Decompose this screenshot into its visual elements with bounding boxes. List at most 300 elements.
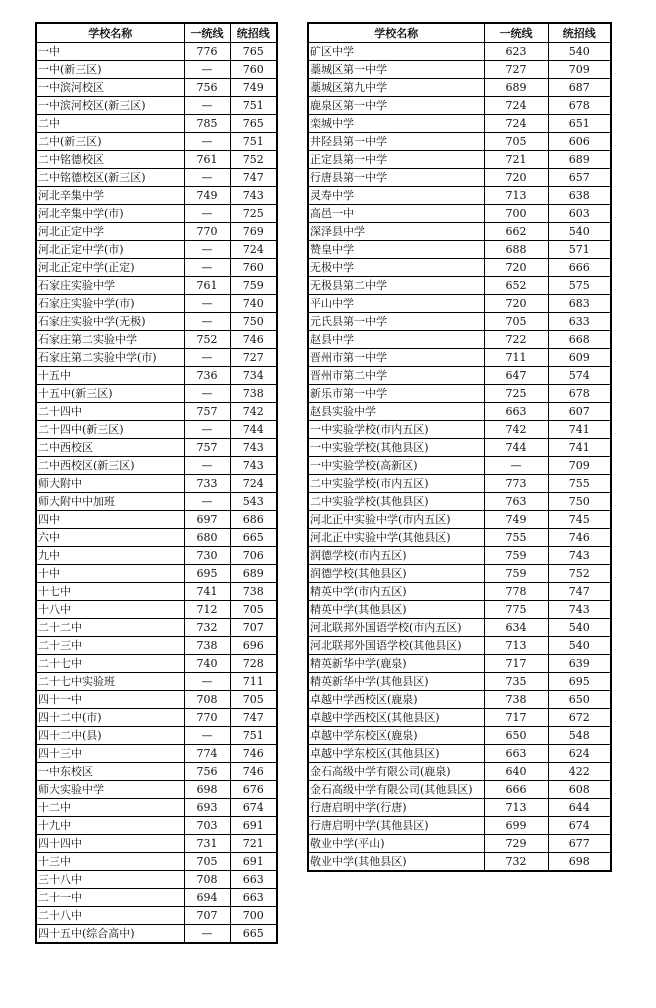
- table-row: [36, 565, 277, 583]
- school-name-cell: 四十三中: [36, 745, 184, 763]
- enrollment-line-cell: 700: [230, 907, 277, 925]
- table-row: [36, 511, 277, 529]
- unified-line-cell: 756: [184, 763, 230, 781]
- enrollment-line-cell: 769: [230, 223, 277, 241]
- table-header-row: [36, 23, 277, 43]
- school-name-cell: 二十七中: [36, 655, 184, 673]
- table-row: [308, 673, 611, 691]
- unified-line-cell: 705: [484, 133, 548, 151]
- unified-line-cell: —: [184, 385, 230, 403]
- enrollment-line-cell: 691: [230, 817, 277, 835]
- unified-line-cell: —: [184, 313, 230, 331]
- enrollment-line-cell: 747: [230, 169, 277, 187]
- unified-line-cell: 774: [184, 745, 230, 763]
- table-row: [36, 61, 277, 79]
- enrollment-line-cell: 696: [230, 637, 277, 655]
- enrollment-line-cell: 743: [230, 187, 277, 205]
- enrollment-line-cell: 540: [548, 637, 611, 655]
- unified-line-cell: 740: [184, 655, 230, 673]
- table-row: [36, 601, 277, 619]
- unified-line-cell: 778: [484, 583, 548, 601]
- table-row: [36, 781, 277, 799]
- unified-line-cell: 712: [184, 601, 230, 619]
- unified-line-cell: —: [184, 727, 230, 745]
- enrollment-line-cell: 691: [230, 853, 277, 871]
- school-name-cell: 栾城中学: [308, 115, 484, 133]
- enrollment-line-cell: 721: [230, 835, 277, 853]
- table-row: [36, 385, 277, 403]
- school-name-cell: 一中实验学校(市内五区): [308, 421, 484, 439]
- unified-line-cell: 720: [484, 259, 548, 277]
- unified-line-cell: 749: [484, 511, 548, 529]
- enrollment-line-cell: 746: [230, 331, 277, 349]
- enrollment-line-cell: 738: [230, 583, 277, 601]
- table-row: [308, 637, 611, 655]
- unified-line-cell: 730: [184, 547, 230, 565]
- unified-line-cell: 662: [484, 223, 548, 241]
- table-row: [308, 295, 611, 313]
- school-name-cell: 一中实验学校(其他县区): [308, 439, 484, 457]
- school-name-cell: 石家庄第二实验中学(市): [36, 349, 184, 367]
- table-row: [308, 817, 611, 835]
- unified-line-cell: 738: [484, 691, 548, 709]
- unified-line-cell: —: [184, 205, 230, 223]
- school-name-cell: 无极县第二中学: [308, 277, 484, 295]
- table-row: [308, 511, 611, 529]
- table-row: [308, 349, 611, 367]
- enrollment-line-cell: 705: [230, 691, 277, 709]
- school-name-cell: 十二中: [36, 799, 184, 817]
- unified-line-cell: 699: [484, 817, 548, 835]
- table-row: [308, 583, 611, 601]
- table-row: [308, 97, 611, 115]
- unified-line-cell: —: [184, 457, 230, 475]
- school-name-cell: 石家庄实验中学: [36, 277, 184, 295]
- unified-line-cell: 634: [484, 619, 548, 637]
- table-row: [36, 799, 277, 817]
- unified-line-cell: —: [184, 925, 230, 944]
- unified-line-cell: 689: [484, 79, 548, 97]
- school-name-cell: 卓越中学西校区(鹿泉): [308, 691, 484, 709]
- enrollment-line-cell: 709: [548, 61, 611, 79]
- unified-line-cell: 717: [484, 709, 548, 727]
- enrollment-line-cell: 743: [548, 601, 611, 619]
- unified-line-cell: 724: [484, 115, 548, 133]
- school-name-cell: 灵寿中学: [308, 187, 484, 205]
- table-row: [36, 493, 277, 511]
- table-row: [308, 79, 611, 97]
- school-name-cell: 二中实验学校(市内五区): [308, 475, 484, 493]
- header-school-name: 学校名称: [308, 23, 484, 43]
- enrollment-line-cell: 606: [548, 133, 611, 151]
- enrollment-line-cell: 540: [548, 43, 611, 61]
- school-name-cell: 十七中: [36, 583, 184, 601]
- table-row: [308, 367, 611, 385]
- unified-line-cell: 650: [484, 727, 548, 745]
- unified-line-cell: 741: [184, 583, 230, 601]
- unified-line-cell: 759: [484, 565, 548, 583]
- school-name-cell: 精英新华中学(其他县区): [308, 673, 484, 691]
- table-row: [36, 817, 277, 835]
- school-name-cell: 卓越中学东校区(其他县区): [308, 745, 484, 763]
- enrollment-line-cell: 683: [548, 295, 611, 313]
- enrollment-line-cell: 746: [548, 529, 611, 547]
- unified-line-cell: 731: [184, 835, 230, 853]
- unified-line-cell: 759: [484, 547, 548, 565]
- unified-line-cell: 713: [484, 637, 548, 655]
- school-name-cell: 石家庄第二实验中学: [36, 331, 184, 349]
- school-name-cell: 十五中: [36, 367, 184, 385]
- enrollment-line-cell: 663: [230, 871, 277, 889]
- enrollment-line-cell: 678: [548, 97, 611, 115]
- school-name-cell: 金石高级中学有限公司(鹿泉): [308, 763, 484, 781]
- table-row: [308, 205, 611, 223]
- enrollment-line-cell: 548: [548, 727, 611, 745]
- enrollment-line-cell: 571: [548, 241, 611, 259]
- school-name-cell: 一中实验学校(高新区): [308, 457, 484, 475]
- table-row: [36, 241, 277, 259]
- unified-line-cell: —: [184, 259, 230, 277]
- school-name-cell: 二十八中: [36, 907, 184, 925]
- unified-line-cell: 756: [184, 79, 230, 97]
- table-row: [308, 547, 611, 565]
- enrollment-line-cell: 709: [548, 457, 611, 475]
- enrollment-line-cell: 745: [548, 511, 611, 529]
- table-row: [36, 367, 277, 385]
- enrollment-line-cell: 650: [548, 691, 611, 709]
- unified-line-cell: 724: [484, 97, 548, 115]
- unified-line-cell: 761: [184, 277, 230, 295]
- enrollment-line-cell: 689: [230, 565, 277, 583]
- unified-line-cell: 711: [484, 349, 548, 367]
- enrollment-line-cell: 751: [230, 727, 277, 745]
- school-name-cell: 深泽县中学: [308, 223, 484, 241]
- header-enrollment-line: 统招线: [230, 23, 277, 43]
- table-row: [308, 835, 611, 853]
- school-name-cell: 精英新华中学(鹿泉): [308, 655, 484, 673]
- table-row: [308, 223, 611, 241]
- table-row: [36, 925, 277, 944]
- table-row: [36, 637, 277, 655]
- unified-line-cell: —: [184, 61, 230, 79]
- header-unified-line: 一统线: [484, 23, 548, 43]
- enrollment-line-cell: 687: [548, 79, 611, 97]
- enrollment-line-cell: 741: [548, 439, 611, 457]
- school-name-cell: 师大实验中学: [36, 781, 184, 799]
- unified-line-cell: 744: [484, 439, 548, 457]
- unified-line-cell: 663: [484, 403, 548, 421]
- school-name-cell: 六中: [36, 529, 184, 547]
- table-row: [308, 187, 611, 205]
- table-row: [36, 457, 277, 475]
- score-table-right: [307, 22, 612, 872]
- table-row: [308, 565, 611, 583]
- school-name-cell: 晋州市第二中学: [308, 367, 484, 385]
- school-name-cell: 二十四中(新三区): [36, 421, 184, 439]
- table-row: [308, 151, 611, 169]
- enrollment-line-cell: 422: [548, 763, 611, 781]
- table-row: [308, 277, 611, 295]
- header-enrollment-line: 统招线: [548, 23, 611, 43]
- enrollment-line-cell: 609: [548, 349, 611, 367]
- enrollment-line-cell: 751: [230, 133, 277, 151]
- enrollment-line-cell: 741: [548, 421, 611, 439]
- unified-line-cell: 717: [484, 655, 548, 673]
- school-name-cell: 二中西校区: [36, 439, 184, 457]
- table-row: [36, 907, 277, 925]
- table-row: [36, 313, 277, 331]
- school-name-cell: 河北正定中学: [36, 223, 184, 241]
- enrollment-line-cell: 676: [230, 781, 277, 799]
- table-row: [36, 223, 277, 241]
- unified-line-cell: 775: [484, 601, 548, 619]
- school-name-cell: 赵县实验中学: [308, 403, 484, 421]
- unified-line-cell: 666: [484, 781, 548, 799]
- score-table-left: [35, 22, 278, 944]
- enrollment-line-cell: 725: [230, 205, 277, 223]
- unified-line-cell: 752: [184, 331, 230, 349]
- enrollment-line-cell: 668: [548, 331, 611, 349]
- unified-line-cell: 736: [184, 367, 230, 385]
- table-row: [308, 745, 611, 763]
- table-row: [308, 475, 611, 493]
- school-name-cell: 金石高级中学有限公司(其他县区): [308, 781, 484, 799]
- school-name-cell: 二中铭德校区(新三区): [36, 169, 184, 187]
- table-row: [36, 691, 277, 709]
- enrollment-line-cell: 738: [230, 385, 277, 403]
- school-name-cell: 藁城区第九中学: [308, 79, 484, 97]
- school-name-cell: 藁城区第一中学: [308, 61, 484, 79]
- table-row: [308, 529, 611, 547]
- school-name-cell: 二十四中: [36, 403, 184, 421]
- enrollment-line-cell: 644: [548, 799, 611, 817]
- table-row: [36, 709, 277, 727]
- school-name-cell: 高邑一中: [308, 205, 484, 223]
- table-row: [308, 781, 611, 799]
- school-name-cell: 河北联邦外国语学校(市内五区): [308, 619, 484, 637]
- table-row: [308, 43, 611, 61]
- table-row: [308, 727, 611, 745]
- school-name-cell: 二十二中: [36, 619, 184, 637]
- unified-line-cell: 721: [484, 151, 548, 169]
- enrollment-line-cell: 750: [230, 313, 277, 331]
- school-name-cell: 行唐启明中学(其他县区): [308, 817, 484, 835]
- school-name-cell: 二中: [36, 115, 184, 133]
- enrollment-line-cell: 674: [230, 799, 277, 817]
- school-name-cell: 河北辛集中学: [36, 187, 184, 205]
- school-name-cell: 河北辛集中学(市): [36, 205, 184, 223]
- unified-line-cell: 663: [484, 745, 548, 763]
- school-name-cell: 赵县中学: [308, 331, 484, 349]
- enrollment-line-cell: 672: [548, 709, 611, 727]
- table-row: [308, 61, 611, 79]
- school-name-cell: 河北正定中学(市): [36, 241, 184, 259]
- table-row: [308, 439, 611, 457]
- unified-line-cell: 776: [184, 43, 230, 61]
- enrollment-line-cell: 639: [548, 655, 611, 673]
- unified-line-cell: 733: [184, 475, 230, 493]
- enrollment-line-cell: 638: [548, 187, 611, 205]
- table-row: [36, 853, 277, 871]
- table-row: [308, 385, 611, 403]
- unified-line-cell: —: [184, 295, 230, 313]
- unified-line-cell: 735: [484, 673, 548, 691]
- enrollment-line-cell: 665: [230, 529, 277, 547]
- table-row: [36, 259, 277, 277]
- enrollment-line-cell: 759: [230, 277, 277, 295]
- enrollment-line-cell: 657: [548, 169, 611, 187]
- enrollment-line-cell: 624: [548, 745, 611, 763]
- unified-line-cell: 722: [484, 331, 548, 349]
- school-name-cell: 四十五中(综合高中): [36, 925, 184, 944]
- school-name-cell: 河北联邦外国语学校(其他县区): [308, 637, 484, 655]
- school-name-cell: 河北正中实验中学(市内五区): [308, 511, 484, 529]
- school-name-cell: 敬业中学(其他县区): [308, 853, 484, 872]
- enrollment-line-cell: 755: [548, 475, 611, 493]
- table-row: [36, 133, 277, 151]
- header-school-name: 学校名称: [36, 23, 184, 43]
- table-row: [36, 673, 277, 691]
- unified-line-cell: —: [184, 673, 230, 691]
- school-name-cell: 师大附中: [36, 475, 184, 493]
- school-name-cell: 河北正定中学(正定): [36, 259, 184, 277]
- enrollment-line-cell: 728: [230, 655, 277, 673]
- table-row: [308, 601, 611, 619]
- enrollment-line-cell: 747: [230, 709, 277, 727]
- unified-line-cell: —: [184, 493, 230, 511]
- table-row: [36, 727, 277, 745]
- table-row: [308, 331, 611, 349]
- school-name-cell: 十九中: [36, 817, 184, 835]
- school-name-cell: 行唐县第一中学: [308, 169, 484, 187]
- unified-line-cell: 742: [484, 421, 548, 439]
- table-row: [36, 151, 277, 169]
- table-row: [36, 43, 277, 61]
- enrollment-line-cell: 698: [548, 853, 611, 872]
- table-row: [36, 403, 277, 421]
- unified-line-cell: 757: [184, 403, 230, 421]
- table-row: [36, 475, 277, 493]
- enrollment-line-cell: 608: [548, 781, 611, 799]
- school-name-cell: 十八中: [36, 601, 184, 619]
- unified-line-cell: 755: [484, 529, 548, 547]
- school-name-cell: 二中(新三区): [36, 133, 184, 151]
- school-name-cell: 精英中学(其他县区): [308, 601, 484, 619]
- unified-line-cell: 729: [484, 835, 548, 853]
- enrollment-line-cell: 665: [230, 925, 277, 944]
- school-name-cell: 赞皇中学: [308, 241, 484, 259]
- enrollment-line-cell: 743: [230, 439, 277, 457]
- unified-line-cell: 732: [184, 619, 230, 637]
- school-name-cell: 润德学校(其他县区): [308, 565, 484, 583]
- enrollment-line-cell: 633: [548, 313, 611, 331]
- table-row: [36, 763, 277, 781]
- table-row: [36, 619, 277, 637]
- school-name-cell: 二十一中: [36, 889, 184, 907]
- table-row: [36, 331, 277, 349]
- school-name-cell: 行唐启明中学(行唐): [308, 799, 484, 817]
- enrollment-line-cell: 575: [548, 277, 611, 295]
- table-row: [36, 169, 277, 187]
- enrollment-line-cell: 746: [230, 745, 277, 763]
- table-row: [308, 133, 611, 151]
- unified-line-cell: 695: [184, 565, 230, 583]
- enrollment-line-cell: 540: [548, 223, 611, 241]
- school-name-cell: 四十二中(县): [36, 727, 184, 745]
- unified-line-cell: —: [484, 457, 548, 475]
- school-name-cell: 井陉县第一中学: [308, 133, 484, 151]
- table-row: [308, 709, 611, 727]
- table-row: [36, 439, 277, 457]
- table-row: [308, 313, 611, 331]
- school-name-cell: 无极中学: [308, 259, 484, 277]
- school-name-cell: 一中(新三区): [36, 61, 184, 79]
- enrollment-line-cell: 711: [230, 673, 277, 691]
- enrollment-line-cell: 746: [230, 763, 277, 781]
- enrollment-line-cell: 752: [230, 151, 277, 169]
- enrollment-line-cell: 706: [230, 547, 277, 565]
- enrollment-line-cell: 603: [548, 205, 611, 223]
- header-unified-line: 一统线: [184, 23, 230, 43]
- table-row: [36, 583, 277, 601]
- school-name-cell: 九中: [36, 547, 184, 565]
- unified-line-cell: 697: [184, 511, 230, 529]
- unified-line-cell: 770: [184, 709, 230, 727]
- enrollment-line-cell: 751: [230, 97, 277, 115]
- unified-line-cell: 640: [484, 763, 548, 781]
- table-row: [36, 277, 277, 295]
- school-name-cell: 三十八中: [36, 871, 184, 889]
- school-name-cell: 一中滨河校区: [36, 79, 184, 97]
- table-row: [308, 241, 611, 259]
- unified-line-cell: 703: [184, 817, 230, 835]
- unified-line-cell: 713: [484, 799, 548, 817]
- unified-line-cell: 652: [484, 277, 548, 295]
- table-row: [36, 421, 277, 439]
- unified-line-cell: 680: [184, 529, 230, 547]
- table-row: [36, 295, 277, 313]
- unified-line-cell: 694: [184, 889, 230, 907]
- enrollment-line-cell: 727: [230, 349, 277, 367]
- table-body-left: [36, 43, 277, 944]
- enrollment-line-cell: 765: [230, 43, 277, 61]
- table-row: [308, 457, 611, 475]
- table-row: [308, 421, 611, 439]
- table-row: [36, 97, 277, 115]
- table-row: [36, 655, 277, 673]
- school-name-cell: 十中: [36, 565, 184, 583]
- table-row: [308, 691, 611, 709]
- unified-line-cell: 720: [484, 295, 548, 313]
- school-name-cell: 十三中: [36, 853, 184, 871]
- table-row: [36, 871, 277, 889]
- unified-line-cell: 732: [484, 853, 548, 872]
- enrollment-line-cell: 707: [230, 619, 277, 637]
- school-name-cell: 四中: [36, 511, 184, 529]
- enrollment-line-cell: 749: [230, 79, 277, 97]
- school-name-cell: 石家庄实验中学(无极): [36, 313, 184, 331]
- table-row: [308, 655, 611, 673]
- school-name-cell: 十五中(新三区): [36, 385, 184, 403]
- unified-line-cell: —: [184, 421, 230, 439]
- school-name-cell: 晋州市第一中学: [308, 349, 484, 367]
- school-name-cell: 一中滨河校区(新三区): [36, 97, 184, 115]
- school-name-cell: 二中西校区(新三区): [36, 457, 184, 475]
- enrollment-line-cell: 743: [548, 547, 611, 565]
- enrollment-line-cell: 724: [230, 475, 277, 493]
- school-name-cell: 卓越中学西校区(其他县区): [308, 709, 484, 727]
- enrollment-line-cell: 540: [548, 619, 611, 637]
